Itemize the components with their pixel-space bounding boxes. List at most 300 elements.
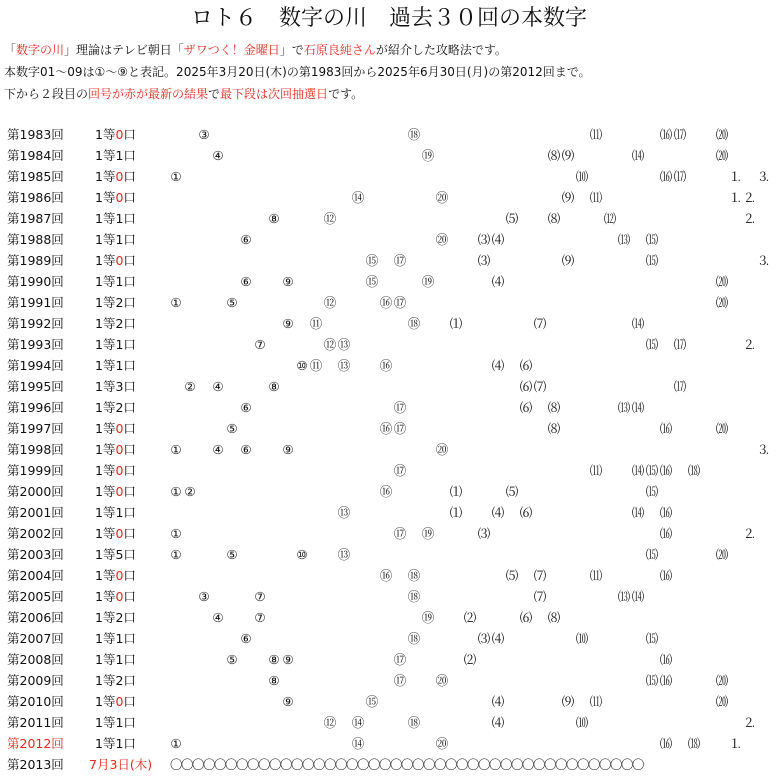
drawn-number: ⒄ (673, 337, 687, 352)
intro-text: 」で (279, 43, 304, 57)
drawn-number: ⒃ (659, 169, 673, 184)
prize-count: 0 (115, 463, 124, 478)
draw-number: 第1997回 (7, 421, 64, 436)
drawn-number: ③ (198, 127, 210, 142)
draw-number: 第1990回 (7, 274, 64, 289)
draw-number: 第1984回 (7, 148, 64, 163)
first-prize-count (95, 271, 136, 292)
drawn-number: ⒂ (645, 463, 659, 478)
drawn-number: ⑤ (226, 652, 238, 667)
prize-unit: 口 (123, 211, 136, 226)
draw-row (0, 649, 778, 670)
drawn-number: ⑨ (282, 274, 294, 289)
drawn-number: ⒉ (743, 715, 757, 730)
draw-row (0, 166, 778, 187)
prize-count: 1 (115, 652, 124, 667)
first-prize-count (95, 607, 136, 628)
prize-unit: 口 (123, 673, 136, 688)
drawn-number: ⒇ (715, 547, 729, 562)
drawn-number: ⑬ (337, 547, 351, 562)
intro-text: 下から２段目の (4, 87, 89, 101)
draw-number: 第2004回 (7, 568, 64, 583)
prize-label: 1等 (95, 589, 116, 604)
drawn-number: ⒃ (659, 673, 673, 688)
drawn-number: ⑥ (240, 232, 252, 247)
draw-number: 第1989回 (7, 253, 64, 268)
drawn-number: ⒂ (645, 232, 659, 247)
intro-text: 」理論はテレビ朝日「 (64, 43, 184, 57)
drawn-number: ⑻ (547, 148, 561, 163)
drawn-number: ⒊ (757, 253, 771, 268)
draw-row (0, 586, 778, 607)
drawn-number: ⑶ (477, 232, 491, 247)
drawn-number: ⑴ (449, 484, 463, 499)
draw-row (0, 691, 778, 712)
drawn-number: ⑷ (491, 505, 505, 520)
intro-line-3 (4, 85, 363, 103)
drawn-number: ⑯ (379, 568, 393, 583)
drawn-number: ⑤ (226, 421, 238, 436)
prize-unit: 口 (123, 148, 136, 163)
prize-label: 1等 (95, 148, 116, 163)
drawn-number: ⒇ (715, 148, 729, 163)
draw-number: 第2009回 (7, 673, 64, 688)
first-prize-count (95, 313, 136, 334)
drawn-number: ③ (198, 589, 210, 604)
drawn-number: ⒃ (659, 421, 673, 436)
drawn-number: ⑶ (477, 631, 491, 646)
draw-row (0, 313, 778, 334)
prize-count: 0 (115, 169, 124, 184)
draw-number: 第1988回 (7, 232, 64, 247)
drawn-number: ⒁ (631, 316, 645, 331)
drawn-number: ⒅ (687, 463, 701, 478)
first-prize-count (95, 565, 136, 586)
drawn-number: ④ (212, 379, 224, 394)
draw-row (0, 292, 778, 313)
drawn-number: ⑷ (491, 358, 505, 373)
drawn-number: ⑳ (435, 232, 449, 247)
drawn-number: ⑯ (379, 421, 393, 436)
first-prize-count (95, 166, 136, 187)
drawn-number: ⒇ (715, 421, 729, 436)
drawn-number: ⑽ (575, 169, 589, 184)
draw-number: 第2008回 (7, 652, 64, 667)
next-draw-date: 7月3日(木) (89, 757, 153, 772)
drawn-number: ⑶ (477, 253, 491, 268)
prize-count: 0 (115, 589, 124, 604)
drawn-number: ⒁ (631, 148, 645, 163)
prize-count: 3 (115, 379, 124, 394)
prize-label: 1等 (95, 295, 116, 310)
drawn-number: ⒀ (617, 232, 631, 247)
drawn-number: ⒉ (743, 526, 757, 541)
prize-label: 1等 (95, 463, 116, 478)
prize-unit: 口 (123, 379, 136, 394)
drawn-number: ⑾ (589, 190, 603, 205)
draw-row (0, 628, 778, 649)
drawn-number: ⒇ (715, 274, 729, 289)
drawn-number: ⑫ (323, 211, 337, 226)
draw-number: 第1995回 (7, 379, 64, 394)
drawn-number: ⒇ (715, 673, 729, 688)
prize-label: 1等 (95, 358, 116, 373)
first-prize-count (95, 544, 136, 565)
drawn-number: ⑥ (240, 631, 252, 646)
drawn-number: ⑲ (421, 148, 435, 163)
draw-row (0, 418, 778, 439)
drawn-number: ⑷ (491, 694, 505, 709)
prize-unit: 口 (123, 463, 136, 478)
drawn-number: ⑷ (491, 274, 505, 289)
prize-unit: 口 (123, 631, 136, 646)
drawn-number: ⑹ (519, 610, 533, 625)
draw-number: 第1998回 (7, 442, 64, 457)
drawn-number: ⑦ (254, 610, 266, 625)
drawn-number: ⒁ (631, 400, 645, 415)
prize-count: 0 (115, 526, 124, 541)
drawn-number: ⑬ (337, 337, 351, 352)
prize-unit: 口 (123, 316, 136, 331)
draw-number: 第2000回 (7, 484, 64, 499)
drawn-number: ⑭ (351, 736, 365, 751)
drawn-number: ② (184, 484, 196, 499)
drawn-number: ⑻ (547, 211, 561, 226)
prize-count: 1 (115, 337, 124, 352)
first-prize-count (95, 628, 136, 649)
draw-row (0, 523, 778, 544)
prize-count: 1 (115, 736, 124, 751)
draw-row (0, 355, 778, 376)
drawn-number: ⒃ (659, 736, 673, 751)
prize-unit: 口 (123, 232, 136, 247)
draw-number: 第2010回 (7, 694, 64, 709)
intro-highlight: 数字の川 (16, 43, 65, 57)
prize-count: 1 (115, 232, 124, 247)
intro-line-1 (4, 41, 507, 59)
first-prize-count (95, 439, 136, 460)
draw-row (0, 334, 778, 355)
page-title: ロト６ 数字の川 過去３０回の本数字 (190, 6, 587, 31)
drawn-number: ⒃ (659, 526, 673, 541)
drawn-number: ⒇ (715, 127, 729, 142)
prize-count: 2 (115, 610, 124, 625)
first-prize-count (95, 523, 136, 544)
prize-count: 1 (115, 505, 124, 520)
drawn-number: ⑨ (282, 652, 294, 667)
prize-unit: 口 (123, 337, 136, 352)
first-prize-count (95, 670, 136, 691)
prize-unit: 口 (123, 190, 136, 205)
drawn-number: ⑨ (282, 442, 294, 457)
drawn-number: ⒂ (645, 547, 659, 562)
drawn-number: ⑲ (421, 610, 435, 625)
draw-row (0, 187, 778, 208)
drawn-number: ⑮ (365, 253, 379, 268)
drawn-number: ⑱ (407, 568, 421, 583)
prize-unit: 口 (123, 421, 136, 436)
prize-label: 1等 (95, 547, 116, 562)
drawn-number: ⑧ (268, 652, 280, 667)
prize-count: 0 (115, 694, 124, 709)
draw-row (0, 544, 778, 565)
intro-text: で (208, 87, 221, 101)
intro-highlight: ザワつく！金曜日 (183, 43, 280, 57)
drawn-number: ① (170, 484, 182, 499)
prize-label: 1等 (95, 379, 116, 394)
prize-unit: 口 (123, 169, 136, 184)
prize-label: 1等 (95, 505, 116, 520)
draw-row (0, 208, 778, 229)
drawn-number: ⒉ (743, 211, 757, 226)
drawn-number: ⑲ (421, 274, 435, 289)
prize-unit: 口 (123, 400, 136, 415)
drawn-number: ① (170, 547, 182, 562)
prize-count: 1 (115, 358, 124, 373)
prize-count: 2 (115, 295, 124, 310)
draw-number: 第2006回 (7, 610, 64, 625)
draw-row (0, 124, 778, 145)
drawn-number: ⑰ (393, 253, 407, 268)
prize-label: 1等 (95, 736, 116, 751)
drawn-number: ⑺ (533, 589, 547, 604)
next-draw-placeholders: 〇〇〇〇〇〇〇〇〇〇〇〇〇〇〇〇〇〇〇〇〇〇〇〇〇〇〇〇〇〇〇〇〇〇〇〇〇〇〇〇〇〇〇 (170, 757, 644, 772)
drawn-number: ⑭ (351, 715, 365, 730)
draw-number: 第2003回 (7, 547, 64, 562)
drawn-number: ⑿ (603, 211, 617, 226)
drawn-number: ⑯ (379, 484, 393, 499)
drawn-number: ⑷ (491, 631, 505, 646)
drawn-number: ⑼ (561, 148, 575, 163)
drawn-number: ⑷ (491, 232, 505, 247)
prize-label: 1等 (95, 274, 116, 289)
prize-label: 1等 (95, 400, 116, 415)
draw-row (0, 439, 778, 460)
prize-unit: 口 (123, 736, 136, 751)
drawn-number: ⑰ (393, 295, 407, 310)
first-prize-count (95, 418, 136, 439)
intro-highlight: 最下段は次回抽選日 (220, 87, 329, 101)
drawn-number: ⑲ (421, 526, 435, 541)
drawn-number: ⑧ (268, 673, 280, 688)
prize-unit: 口 (123, 610, 136, 625)
prize-count: 0 (115, 421, 124, 436)
number-river-grid (0, 124, 778, 780)
drawn-number: ① (170, 442, 182, 457)
drawn-number: ⑰ (393, 652, 407, 667)
drawn-number: ⑹ (519, 379, 533, 394)
drawn-number: ⒁ (631, 589, 645, 604)
drawn-number: ⑺ (533, 379, 547, 394)
drawn-number: ⑵ (463, 610, 477, 625)
drawn-number: ⒀ (617, 589, 631, 604)
next-draw-row (0, 754, 778, 775)
drawn-number: ⑳ (435, 736, 449, 751)
draw-number: 第2005回 (7, 589, 64, 604)
drawn-number: ⑴ (449, 505, 463, 520)
prize-count: 2 (115, 673, 124, 688)
drawn-number: ⑹ (519, 505, 533, 520)
drawn-number: ⒊ (757, 442, 771, 457)
drawn-number: ① (170, 295, 182, 310)
first-prize-count (95, 649, 136, 670)
prize-unit: 口 (123, 253, 136, 268)
first-prize-count (95, 229, 136, 250)
drawn-number: ⑨ (282, 316, 294, 331)
drawn-number: ⑫ (323, 715, 337, 730)
drawn-number: ④ (212, 148, 224, 163)
drawn-number: ⒁ (631, 505, 645, 520)
drawn-number: ⑸ (505, 568, 519, 583)
prize-unit: 口 (123, 274, 136, 289)
next-draw-number: 第2013回 (7, 757, 64, 772)
drawn-number: ⑵ (463, 652, 477, 667)
drawn-number: ⒇ (715, 694, 729, 709)
drawn-number: ⑺ (533, 568, 547, 583)
drawn-number: ⑶ (477, 526, 491, 541)
drawn-number: ⑱ (407, 715, 421, 730)
draw-number: 第2012回 (7, 736, 64, 751)
drawn-number: ⑥ (240, 442, 252, 457)
drawn-number: ⑱ (407, 316, 421, 331)
drawn-number: ① (170, 736, 182, 751)
prize-label: 1等 (95, 316, 116, 331)
drawn-number: ④ (212, 610, 224, 625)
prize-unit: 口 (123, 694, 136, 709)
drawn-number: ⑼ (561, 694, 575, 709)
drawn-number: ⒅ (687, 736, 701, 751)
drawn-number: ⒃ (659, 127, 673, 142)
prize-count: 1 (115, 211, 124, 226)
drawn-number: ⑭ (351, 190, 365, 205)
drawn-number: ⑰ (393, 673, 407, 688)
draw-number: 第1987回 (7, 211, 64, 226)
draw-number: 第2007回 (7, 631, 64, 646)
prize-unit: 口 (123, 547, 136, 562)
drawn-number: ⑮ (365, 274, 379, 289)
prize-label: 1等 (95, 190, 116, 205)
prize-unit: 口 (123, 358, 136, 373)
drawn-number: ⑱ (407, 589, 421, 604)
prize-count: 1 (115, 631, 124, 646)
drawn-number: ⑷ (491, 715, 505, 730)
first-prize-count (95, 712, 136, 733)
draw-number: 第1992回 (7, 316, 64, 331)
drawn-number: ⑾ (589, 463, 603, 478)
prize-unit: 口 (123, 127, 136, 142)
prize-count: 0 (115, 253, 124, 268)
intro-highlight: 回号が赤が最新の結果 (88, 87, 209, 101)
drawn-number: ⑯ (379, 295, 393, 310)
drawn-number: ⑱ (407, 127, 421, 142)
drawn-number: ⑩ (296, 547, 308, 562)
drawn-number: ⑹ (519, 400, 533, 415)
first-prize-count (95, 334, 136, 355)
prize-unit: 口 (123, 715, 136, 730)
drawn-number: ⑽ (575, 631, 589, 646)
draw-row (0, 565, 778, 586)
draw-number: 第1994回 (7, 358, 64, 373)
intro-highlight: 石原良純さん (303, 43, 376, 57)
drawn-number: ⑹ (519, 358, 533, 373)
drawn-number: ⑾ (589, 694, 603, 709)
prize-unit: 口 (123, 484, 136, 499)
drawn-number: ⒄ (673, 379, 687, 394)
drawn-number: ⑻ (547, 421, 561, 436)
prize-count: 1 (115, 715, 124, 730)
drawn-number: ⑳ (435, 442, 449, 457)
first-prize-count (95, 460, 136, 481)
first-prize-count (95, 397, 136, 418)
drawn-number: ⑸ (505, 484, 519, 499)
first-prize-count (95, 292, 136, 313)
draw-number: 第2002回 (7, 526, 64, 541)
drawn-number: ⑳ (435, 673, 449, 688)
prize-unit: 口 (123, 589, 136, 604)
drawn-number: ⑥ (240, 274, 252, 289)
draw-row (0, 502, 778, 523)
draw-row (0, 712, 778, 733)
drawn-number: ⒉ (743, 337, 757, 352)
drawn-number: ⒈ (729, 736, 743, 751)
drawn-number: ⑻ (547, 400, 561, 415)
drawn-number: ⒄ (673, 169, 687, 184)
prize-unit: 口 (123, 295, 136, 310)
drawn-number: ⑤ (226, 547, 238, 562)
draw-number: 第1999回 (7, 463, 64, 478)
prize-count: 1 (115, 274, 124, 289)
prize-label: 1等 (95, 652, 116, 667)
draw-row (0, 397, 778, 418)
intro-text: が紹介した攻略法です。 (375, 43, 507, 57)
draw-row (0, 145, 778, 166)
drawn-number: ⑦ (254, 337, 266, 352)
drawn-number: ⑥ (240, 400, 252, 415)
drawn-number: ⒂ (645, 484, 659, 499)
drawn-number: ⒊ (757, 169, 771, 184)
prize-count: 0 (115, 484, 124, 499)
prize-count: 0 (115, 568, 124, 583)
draw-number: 第1991回 (7, 295, 64, 310)
draw-row (0, 229, 778, 250)
draw-number: 第1993回 (7, 337, 64, 352)
drawn-number: ⑰ (393, 400, 407, 415)
drawn-number: ⒃ (659, 652, 673, 667)
draw-row (0, 607, 778, 628)
drawn-number: ⑴ (449, 316, 463, 331)
draw-number: 第1996回 (7, 400, 64, 415)
draw-number: 第1985回 (7, 169, 64, 184)
first-prize-count (95, 187, 136, 208)
drawn-number: ⑼ (561, 190, 575, 205)
drawn-number: ⑻ (547, 610, 561, 625)
drawn-number: ⒃ (659, 505, 673, 520)
first-prize-count (95, 691, 136, 712)
first-prize-count (95, 208, 136, 229)
drawn-number: ① (170, 169, 182, 184)
drawn-number: ⑯ (379, 358, 393, 373)
drawn-number: ⑽ (575, 715, 589, 730)
draw-number: 第1986回 (7, 190, 64, 205)
drawn-number: ⒀ (617, 400, 631, 415)
drawn-number: ⑨ (282, 694, 294, 709)
intro-text: 「 (4, 43, 17, 57)
drawn-number: ⒉ (743, 190, 757, 205)
prize-count: 2 (115, 316, 124, 331)
drawn-number: ⑧ (268, 379, 280, 394)
drawn-number: ⒃ (659, 568, 673, 583)
drawn-number: ⑾ (589, 568, 603, 583)
